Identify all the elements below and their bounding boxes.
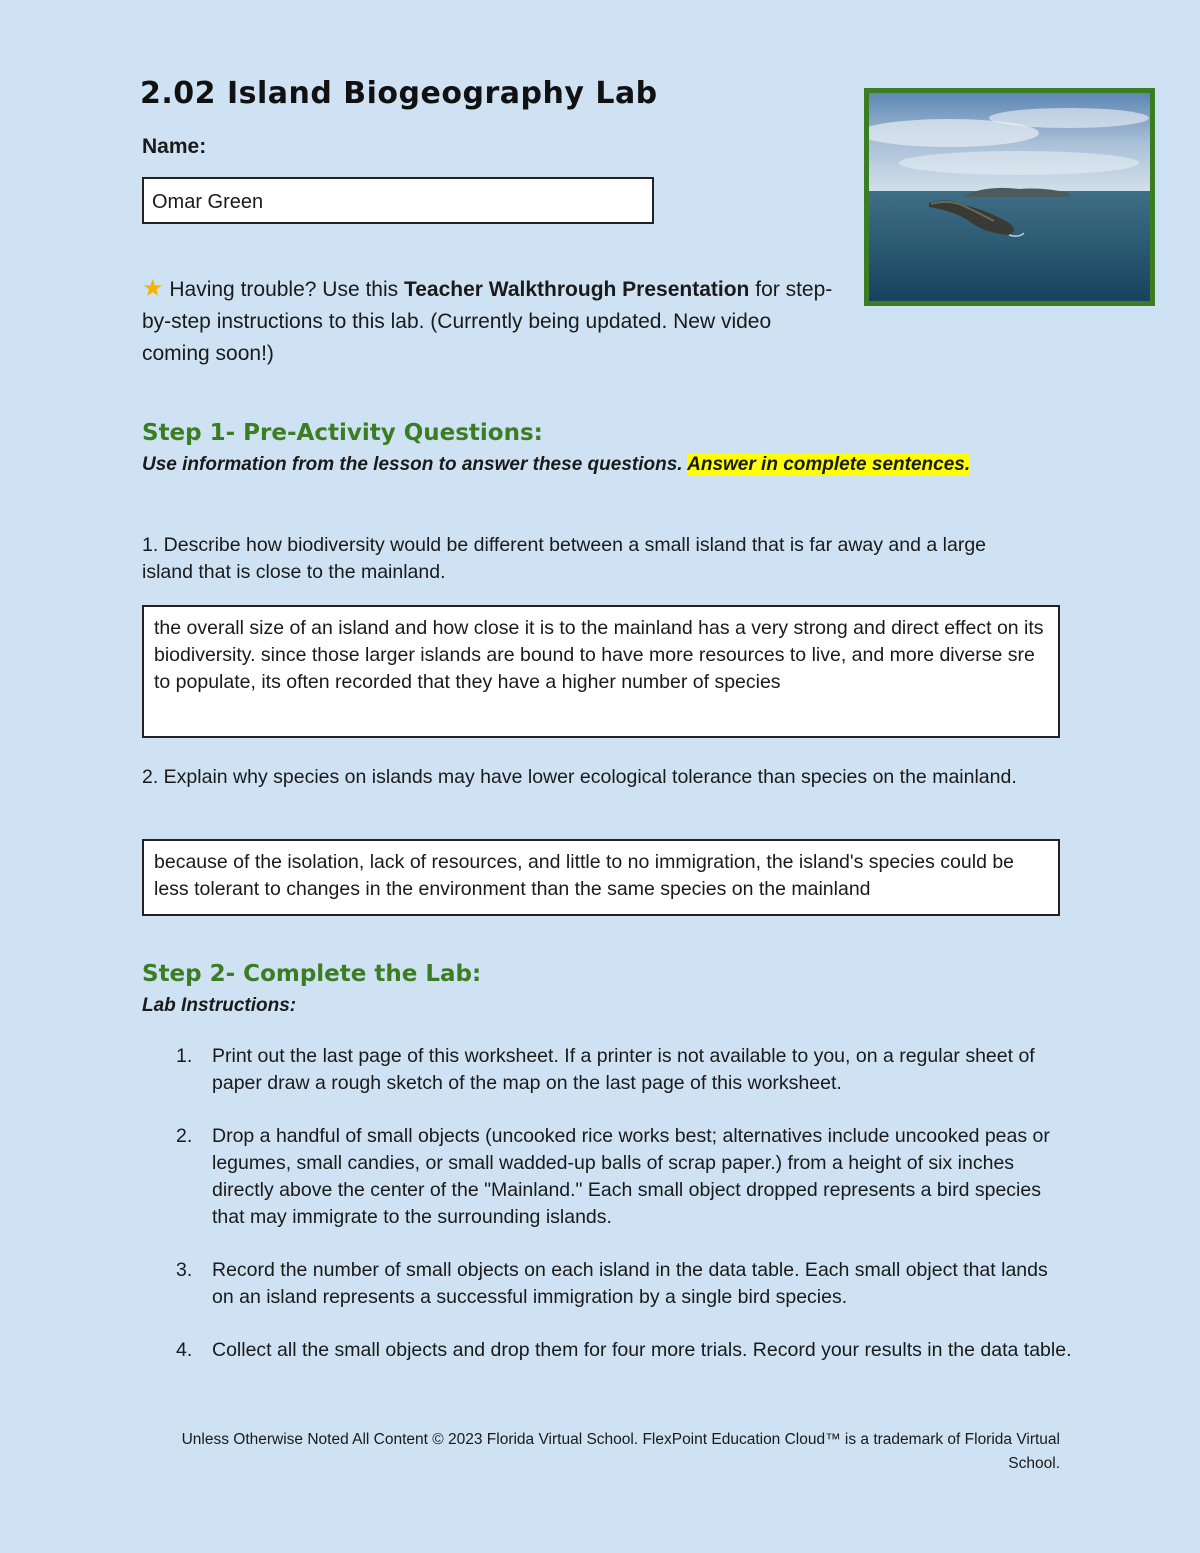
list-item [142, 1337, 1072, 1364]
list-item-text: Collect all the small objects and drop them for four more trials. Record your results in the data table. [212, 1339, 1072, 1361]
help-prefix: Having trouble? Use this [169, 278, 404, 301]
list-item-number: 1. [176, 1045, 193, 1067]
copyright-footer: Unless Otherwise Noted All Content © 2023 Florida Virtual School. FlexPoint Education Cloud™ is a trademark of Florida Virtual School. [181, 1431, 1060, 1472]
step1-instruction [142, 451, 1022, 479]
list-item [142, 1043, 1072, 1097]
list-item [142, 1123, 1072, 1231]
lab-steps-list [142, 1043, 1072, 1390]
list-item-number: 4. [176, 1339, 193, 1361]
list-item-text: Drop a handful of small objects (uncooked rice works best; alternatives include uncooked peas or legumes, small candies, or small wadded-up balls of scrap paper.) from a height of six inches directly above the center of the "Mainland." Each small object dropped represents a bird species that may immigrate to the surrounding islands. [212, 1125, 1050, 1228]
answer-2-field[interactable]: because of the isolation, lack of resources, and little to no immigration, the island's species could be less tolerant to changes in the environment than the same species on the mainland [142, 839, 1060, 916]
list-item [142, 1257, 1072, 1311]
step1-instruction-text: Use information from the lesson to answer these questions. [142, 454, 683, 475]
help-suffix: for step-by-step instructions to this lab. (Currently being updated. New video coming soon!) [142, 278, 833, 365]
lab-instructions-label: Lab Instructions: [142, 995, 297, 1016]
list-item-number: 3. [176, 1259, 193, 1281]
name-field[interactable]: Omar Green [142, 177, 654, 224]
island-photo-image [869, 93, 1150, 301]
question-2: 2. Explain why species on islands may have lower ecological tolerance than species on the mainland. [142, 766, 1017, 788]
step1-heading: Step 1- Pre-Activity Questions: [142, 420, 543, 446]
name-label: Name: [142, 135, 207, 158]
island-photo [864, 88, 1155, 306]
list-item-number: 2. [176, 1125, 193, 1147]
answer-1-field[interactable]: the overall size of an island and how close it is to the mainland has a very strong and direct effect on its biodiversity. since those larger islands are bound to have more resources to live, and more diverse sre to populate, its often recorded that they have a higher number of species [142, 605, 1060, 738]
list-item-text: Record the number of small objects on each island in the data table. Each small object that lands on an island represents a successful immigration by a single bird species. [212, 1259, 1048, 1308]
walkthrough-link[interactable]: Teacher Walkthrough Presentation [403, 278, 750, 301]
star-icon: ★ [142, 275, 164, 302]
list-item-text: Print out the last page of this worksheet. If a printer is not available to you, on a regular sheet of paper draw a rough sketch of the map on the last page of this worksheet. [212, 1045, 1035, 1094]
help-note [142, 273, 842, 370]
question-1: 1. Describe how biodiversity would be different between a small island that is far away and a large island that is close to the mainland. [142, 534, 987, 583]
page-title: 2.02 Island Biogeography Lab [140, 76, 658, 111]
step2-heading: Step 2- Complete the Lab: [142, 961, 482, 987]
step1-instruction-highlight: Answer in complete sentences. [687, 454, 971, 475]
